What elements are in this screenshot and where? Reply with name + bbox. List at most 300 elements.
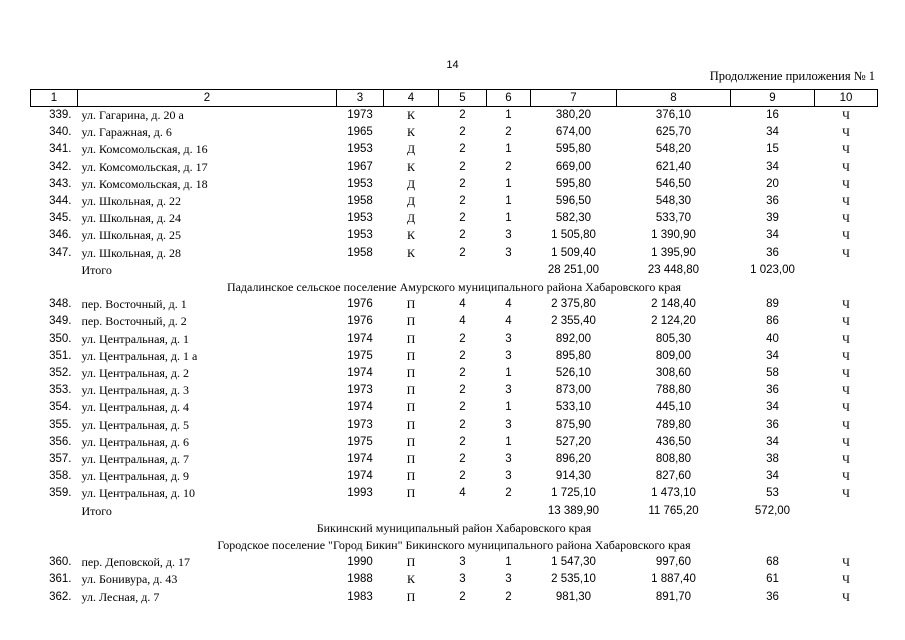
- cell-wall: К: [406, 245, 415, 260]
- cell-num: 351.: [49, 349, 72, 362]
- cell-total-area: 1 505,80: [551, 229, 596, 242]
- cell-wall: К: [406, 572, 415, 587]
- cell-category: Ч: [842, 211, 850, 226]
- cell-total-area: 582,30: [555, 212, 592, 225]
- housing-table: [30, 89, 878, 606]
- total-area-sum: 28 251,00: [547, 263, 600, 276]
- cell-wall: К: [406, 108, 415, 122]
- cell-living-area: 809,00: [655, 349, 692, 362]
- empty-cell: [815, 503, 878, 520]
- cell-floors: 2: [459, 401, 466, 414]
- cell-address: ул. Комсомольская, д. 18: [81, 176, 208, 191]
- cell-living-area: 2 148,40: [651, 298, 696, 311]
- cell-num: 359.: [49, 487, 72, 500]
- cell-total-area: 596,50: [555, 195, 592, 208]
- table-row: [31, 210, 878, 227]
- cell-wall: П: [406, 555, 416, 570]
- cell-floors: 2: [459, 418, 466, 431]
- cell-address: пер. Восточный, д. 2: [81, 314, 187, 329]
- cell-address: ул. Центральная, д. 10: [81, 486, 196, 501]
- cell-residents: 58: [766, 367, 779, 380]
- cell-wall: П: [406, 589, 416, 604]
- total-area-sum: 13 389,90: [547, 504, 600, 517]
- cell-year: 1975: [347, 435, 373, 448]
- empty-cell: [31, 262, 78, 279]
- cell-entrances: 2: [505, 590, 512, 603]
- table-row: [31, 451, 878, 468]
- total-label: Итого: [81, 503, 112, 518]
- cell-num: 347.: [49, 246, 72, 259]
- table-row: [31, 296, 878, 313]
- cell-category: Ч: [842, 417, 850, 432]
- cell-residents: 86: [766, 315, 779, 328]
- cell-address: ул. Школьная, д. 25: [81, 228, 181, 243]
- cell-total-area: 914,30: [555, 470, 592, 483]
- cell-floors: 2: [459, 195, 466, 208]
- cell-category: Ч: [842, 486, 850, 501]
- cell-category: Ч: [842, 383, 850, 398]
- cell-residents: 38: [766, 453, 779, 466]
- cell-entrances: 3: [505, 573, 512, 586]
- cell-residents: 61: [766, 573, 779, 586]
- header-cell: 1: [31, 90, 78, 107]
- table-row: [31, 245, 878, 262]
- cell-residents: 53: [766, 487, 779, 500]
- cell-category: Ч: [842, 555, 850, 570]
- section-heading: Бикинский муниципальный район Хабаровского края: [316, 520, 592, 535]
- cell-total-area: 595,80: [555, 177, 592, 190]
- cell-entrances: 4: [505, 315, 512, 328]
- cell-entrances: 1: [505, 177, 512, 190]
- section-heading: Городское поселение "Город Бикин" Бикинского муниципального района Хабаровского края: [217, 538, 691, 553]
- cell-residents: 34: [766, 470, 779, 483]
- residents-sum: 1 023,00: [750, 263, 795, 276]
- cell-floors: 4: [459, 315, 466, 328]
- cell-total-area: 896,20: [555, 453, 592, 466]
- cell-floors: 2: [459, 229, 466, 242]
- table-row: [31, 365, 878, 382]
- cell-num: 357.: [49, 453, 72, 466]
- cell-num: 340.: [49, 126, 72, 139]
- header-cell: 5: [439, 90, 487, 107]
- cell-num: 361.: [49, 573, 72, 586]
- cell-year: 1974: [347, 367, 373, 380]
- section-heading-row: [31, 279, 878, 296]
- cell-entrances: 3: [505, 418, 512, 431]
- empty-cell: [384, 262, 439, 279]
- cell-year: 1958: [347, 195, 373, 208]
- table-row: [31, 348, 878, 365]
- cell-wall: П: [406, 297, 416, 312]
- table-row: [31, 124, 878, 141]
- cell-year: 1993: [347, 487, 373, 500]
- cell-year: 1990: [347, 556, 373, 569]
- cell-living-area: 445,10: [655, 401, 692, 414]
- cell-num: 344.: [49, 195, 72, 208]
- cell-wall: П: [406, 400, 416, 415]
- cell-category: Ч: [842, 366, 850, 381]
- cell-total-area: 669,00: [555, 160, 592, 173]
- cell-wall: К: [406, 228, 415, 243]
- empty-cell: [439, 262, 487, 279]
- cell-category: Ч: [842, 108, 850, 122]
- cell-num: 353.: [49, 384, 72, 397]
- cell-wall: П: [406, 434, 416, 449]
- cell-entrances: 1: [505, 143, 512, 156]
- cell-year: 1973: [347, 109, 373, 121]
- cell-floors: 2: [459, 349, 466, 362]
- cell-floors: 4: [459, 487, 466, 500]
- cell-address: ул. Гаражная, д. 6: [81, 125, 172, 140]
- cell-entrances: 1: [505, 435, 512, 448]
- cell-living-area: 788,80: [655, 384, 692, 397]
- cell-category: Ч: [842, 400, 850, 415]
- header-cell: 9: [731, 90, 815, 107]
- cell-address: ул. Центральная, д. 1: [81, 331, 190, 346]
- cell-residents: 68: [766, 556, 779, 569]
- cell-wall: П: [406, 469, 416, 484]
- cell-residents: 34: [766, 126, 779, 139]
- cell-wall: К: [406, 125, 415, 140]
- cell-num: 358.: [49, 470, 72, 483]
- cell-year: 1953: [347, 177, 373, 190]
- cell-total-area: 875,90: [555, 418, 592, 431]
- header-cell: 8: [617, 90, 731, 107]
- cell-residents: 36: [766, 384, 779, 397]
- cell-num: 360.: [49, 556, 72, 569]
- header-cell: 2: [78, 90, 337, 107]
- cell-living-area: 1 887,40: [651, 573, 696, 586]
- cell-entrances: 1: [505, 367, 512, 380]
- cell-wall: П: [406, 417, 416, 432]
- cell-category: Ч: [842, 331, 850, 346]
- cell-floors: 2: [459, 590, 466, 603]
- empty-cell: [31, 503, 78, 520]
- cell-residents: 20: [766, 177, 779, 190]
- cell-category: Ч: [842, 245, 850, 260]
- cell-num: 355.: [49, 418, 72, 431]
- empty-cell: [815, 262, 878, 279]
- cell-year: 1988: [347, 573, 373, 586]
- cell-year: 1967: [347, 160, 373, 173]
- cell-entrances: 3: [505, 332, 512, 345]
- cell-year: 1974: [347, 332, 373, 345]
- cell-year: 1974: [347, 453, 373, 466]
- cell-total-area: 674,00: [555, 126, 592, 139]
- cell-num: 362.: [49, 590, 72, 603]
- cell-living-area: 376,10: [655, 109, 692, 121]
- total-row: [31, 262, 878, 279]
- cell-category: Ч: [842, 314, 850, 329]
- cell-address: ул. Школьная, д. 24: [81, 211, 181, 226]
- table-row: [31, 417, 878, 434]
- table-row: [31, 589, 878, 606]
- cell-residents: 36: [766, 418, 779, 431]
- cell-residents: 34: [766, 229, 779, 242]
- cell-total-area: 873,00: [555, 384, 592, 397]
- cell-num: 345.: [49, 212, 72, 225]
- section-heading: Падалинское сельское поселение Амурского муниципального района Хабаровского края: [226, 280, 682, 295]
- cell-living-area: 997,60: [655, 556, 692, 569]
- cell-address: ул. Центральная, д. 6: [81, 434, 190, 449]
- cell-floors: 2: [459, 246, 466, 259]
- cell-residents: 34: [766, 435, 779, 448]
- cell-residents: 36: [766, 246, 779, 259]
- cell-wall: П: [406, 452, 416, 467]
- cell-residents: 34: [766, 349, 779, 362]
- cell-living-area: 827,60: [655, 470, 692, 483]
- cell-entrances: 3: [505, 246, 512, 259]
- cell-residents: 89: [766, 298, 779, 311]
- cell-entrances: 3: [505, 384, 512, 397]
- cell-num: 342.: [49, 160, 72, 173]
- cell-living-area: 891,70: [655, 590, 692, 603]
- cell-entrances: 1: [505, 212, 512, 225]
- cell-address: ул. Центральная, д. 9: [81, 469, 190, 484]
- cell-address: ул. Центральная, д. 1 а: [81, 348, 198, 363]
- cell-living-area: 625,70: [655, 126, 692, 139]
- cell-entrances: 3: [505, 229, 512, 242]
- cell-residents: 15: [766, 143, 779, 156]
- cell-living-area: 546,50: [655, 177, 692, 190]
- table-header-row: [31, 90, 878, 107]
- cell-floors: 2: [459, 212, 466, 225]
- cell-num: 356.: [49, 435, 72, 448]
- table-row: [31, 434, 878, 451]
- cell-address: пер. Восточный, д. 1: [81, 297, 187, 312]
- cell-residents: 36: [766, 590, 779, 603]
- cell-category: Ч: [842, 297, 850, 312]
- cell-residents: 39: [766, 212, 779, 225]
- cell-category: Ч: [842, 228, 850, 243]
- cell-entrances: 2: [505, 126, 512, 139]
- cell-floors: 2: [459, 367, 466, 380]
- empty-cell: [384, 503, 439, 520]
- header-cell: 6: [487, 90, 531, 107]
- cell-living-area: 789,80: [655, 418, 692, 431]
- cell-address: ул. Комсомольская, д. 17: [81, 159, 208, 174]
- cell-living-area: 548,30: [655, 195, 692, 208]
- cell-num: 349.: [49, 315, 72, 328]
- cell-floors: 2: [459, 109, 466, 121]
- cell-residents: 34: [766, 160, 779, 173]
- cell-floors: 2: [459, 453, 466, 466]
- total-label: Итого: [81, 262, 112, 277]
- cell-year: 1973: [347, 418, 373, 431]
- cell-address: ул. Центральная, д. 2: [81, 366, 190, 381]
- cell-entrances: 3: [505, 349, 512, 362]
- empty-cell: [439, 503, 487, 520]
- cell-wall: Д: [406, 211, 416, 226]
- cell-residents: 36: [766, 195, 779, 208]
- cell-year: 1983: [347, 590, 373, 603]
- cell-num: 341.: [49, 143, 72, 156]
- cell-floors: 4: [459, 298, 466, 311]
- living-area-sum: 11 765,20: [648, 504, 699, 517]
- header-cell: 7: [531, 90, 617, 107]
- table-row: [31, 107, 878, 125]
- cell-total-area: 1 547,30: [551, 556, 596, 569]
- cell-wall: П: [406, 383, 416, 398]
- cell-category: Ч: [842, 142, 850, 157]
- cell-category: Ч: [842, 159, 850, 174]
- cell-address: ул. Бонивура, д. 43: [81, 572, 178, 587]
- table-row: [31, 554, 878, 571]
- cell-num: 354.: [49, 401, 72, 414]
- cell-total-area: 595,80: [555, 143, 592, 156]
- cell-num: 339.: [49, 109, 72, 121]
- cell-num: 348.: [49, 298, 72, 311]
- cell-category: Ч: [842, 176, 850, 191]
- cell-total-area: 981,30: [555, 590, 592, 603]
- table-row: [31, 176, 878, 193]
- continuation-label: Продолжение приложения № 1: [709, 69, 875, 83]
- cell-wall: П: [406, 314, 416, 329]
- cell-living-area: 308,60: [655, 367, 692, 380]
- cell-entrances: 2: [505, 160, 512, 173]
- cell-living-area: 621,40: [655, 160, 692, 173]
- cell-floors: 2: [459, 143, 466, 156]
- cell-year: 1953: [347, 229, 373, 242]
- cell-address: ул. Центральная, д. 7: [81, 452, 190, 467]
- cell-entrances: 3: [505, 470, 512, 483]
- cell-year: 1958: [347, 246, 373, 259]
- cell-address: ул. Центральная, д. 5: [81, 417, 190, 432]
- table-row: [31, 468, 878, 485]
- table-row: [31, 159, 878, 176]
- cell-wall: К: [406, 159, 415, 174]
- cell-category: Ч: [842, 469, 850, 484]
- cell-residents: 16: [766, 109, 779, 121]
- cell-total-area: 2 535,10: [551, 573, 596, 586]
- living-area-sum: 23 448,80: [647, 263, 700, 276]
- cell-total-area: 892,00: [555, 332, 592, 345]
- cell-address: ул. Центральная, д. 4: [81, 400, 190, 415]
- cell-total-area: 527,20: [555, 435, 592, 448]
- cell-year: 1953: [347, 212, 373, 225]
- cell-address: ул. Гагарина, д. 20 а: [81, 108, 184, 122]
- header-cell: 3: [337, 90, 384, 107]
- cell-address: ул. Центральная, д. 3: [81, 383, 190, 398]
- cell-living-area: 1 473,10: [651, 487, 696, 500]
- cell-floors: 2: [459, 435, 466, 448]
- cell-year: 1974: [347, 401, 373, 414]
- cell-total-area: 2 355,40: [551, 315, 596, 328]
- cell-year: 1976: [347, 315, 373, 328]
- cell-floors: 2: [459, 470, 466, 483]
- table-row: [31, 141, 878, 158]
- empty-cell: [337, 262, 384, 279]
- section-heading-row: [31, 520, 878, 537]
- cell-year: 1953: [347, 143, 373, 156]
- header-cell: 10: [815, 90, 878, 107]
- cell-floors: 3: [459, 573, 466, 586]
- table-row: [31, 382, 878, 399]
- cell-wall: П: [406, 331, 416, 346]
- cell-total-area: 533,10: [555, 401, 592, 414]
- cell-year: 1965: [347, 126, 373, 139]
- cell-residents: 40: [766, 332, 779, 345]
- cell-total-area: 895,80: [555, 349, 592, 362]
- cell-category: Ч: [842, 589, 850, 604]
- cell-floors: 2: [459, 160, 466, 173]
- table-row: [31, 313, 878, 330]
- cell-address: ул. Школьная, д. 28: [81, 245, 181, 260]
- residents-sum: 572,00: [754, 504, 791, 517]
- cell-wall: П: [406, 486, 416, 501]
- cell-living-area: 808,80: [655, 453, 692, 466]
- cell-year: 1974: [347, 470, 373, 483]
- cell-category: Ч: [842, 452, 850, 467]
- cell-wall: Д: [406, 194, 416, 209]
- cell-wall: Д: [406, 176, 416, 191]
- cell-year: 1975: [347, 349, 373, 362]
- cell-category: Ч: [842, 194, 850, 209]
- cell-living-area: 1 395,90: [651, 246, 696, 259]
- table-body: [31, 90, 878, 606]
- cell-category: Ч: [842, 348, 850, 363]
- cell-living-area: 548,20: [655, 143, 692, 156]
- cell-num: 346.: [49, 229, 72, 242]
- empty-cell: [487, 503, 531, 520]
- empty-cell: [487, 262, 531, 279]
- cell-floors: 3: [459, 556, 466, 569]
- empty-cell: [337, 503, 384, 520]
- cell-entrances: 4: [505, 298, 512, 311]
- table-row: [31, 227, 878, 244]
- cell-living-area: 436,50: [655, 435, 692, 448]
- cell-wall: Д: [406, 142, 416, 157]
- cell-total-area: 1 509,40: [551, 246, 596, 259]
- page-number: 14: [446, 59, 459, 71]
- cell-year: 1973: [347, 384, 373, 397]
- table-row: [31, 193, 878, 210]
- cell-address: ул. Комсомольская, д. 16: [81, 142, 208, 157]
- table-row: [31, 571, 878, 588]
- cell-address: ул. Лесная, д. 7: [81, 589, 160, 604]
- cell-entrances: 3: [505, 453, 512, 466]
- cell-wall: П: [406, 366, 416, 381]
- cell-living-area: 805,30: [655, 332, 692, 345]
- cell-year: 1976: [347, 298, 373, 311]
- total-row: [31, 503, 878, 520]
- cell-entrances: 1: [505, 109, 512, 121]
- header-cell: 4: [384, 90, 439, 107]
- table-row: [31, 331, 878, 348]
- cell-num: 343.: [49, 177, 72, 190]
- table-row: [31, 485, 878, 502]
- cell-total-area: 526,10: [555, 367, 592, 380]
- table-row: [31, 399, 878, 416]
- section-heading-row: [31, 537, 878, 554]
- cell-wall: П: [406, 348, 416, 363]
- cell-living-area: 1 390,90: [651, 229, 696, 242]
- cell-total-area: 380,20: [555, 109, 592, 121]
- cell-total-area: 1 725,10: [551, 487, 596, 500]
- cell-entrances: 2: [505, 487, 512, 500]
- cell-category: Ч: [842, 434, 850, 449]
- cell-living-area: 533,70: [655, 212, 692, 225]
- cell-entrances: 1: [505, 195, 512, 208]
- cell-floors: 2: [459, 126, 466, 139]
- cell-category: Ч: [842, 572, 850, 587]
- cell-floors: 2: [459, 384, 466, 397]
- cell-num: 352.: [49, 367, 72, 380]
- cell-entrances: 1: [505, 401, 512, 414]
- cell-address: пер. Деповской, д. 17: [81, 555, 190, 570]
- cell-total-area: 2 375,80: [551, 298, 596, 311]
- cell-category: Ч: [842, 125, 850, 140]
